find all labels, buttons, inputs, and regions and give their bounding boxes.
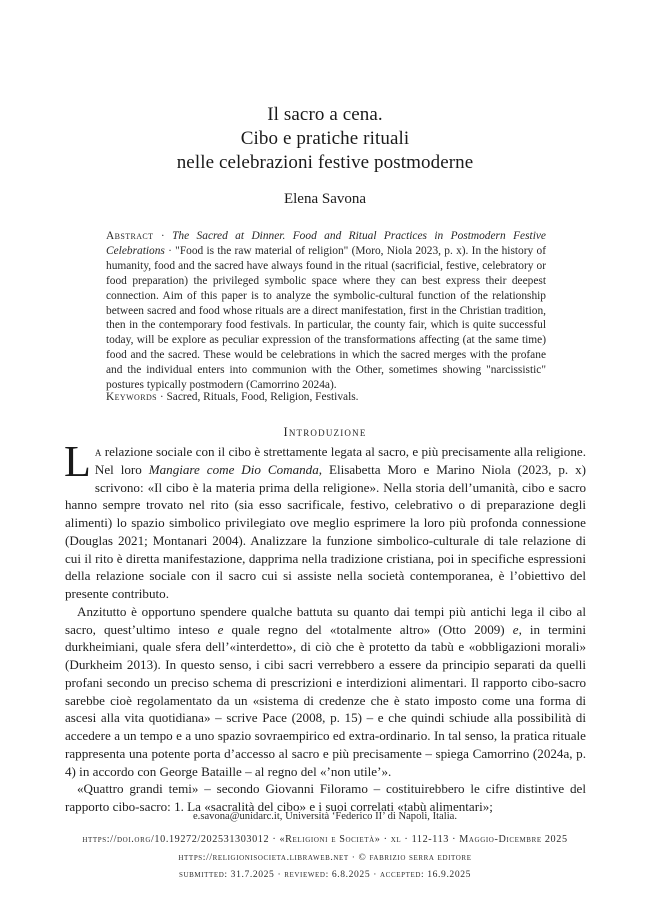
author-affiliation: e.savona@unidarc.it, Università ‘Federico II’ di Napoli, Italia. (192, 811, 457, 822)
paragraph-2-text-b: quale regno del «totalmente altro» (Otto 2009) (223, 621, 513, 637)
publisher-line: https://religionisocieta.libraweb.net · © fabrizio serra editore (178, 852, 472, 863)
paragraph-2 (65, 603, 586, 781)
paragraph-2-text-a: Anzitutto è opportuno spendere qualche battuta su quanto dai tempi più antichi lega il cibo al sacro, quest’ultimo inteso (65, 603, 586, 637)
abstract-english-title: The Sacred at Dinner. Food and Ritual Practices in Postmodern Festive Celebrations (106, 230, 546, 257)
paragraph-1-text-b: , Elisabetta Moro e Marino Niola (2023, p. x) scrivono: «Il cibo è la materia prima della religione». Nella storia dell’umanità, cibo e sacro hanno sempre trovato nel rito (sia esso sacrificale, festivo, celebrativo o di preparazione degli alimenti) lo spazio simbolico privilegiato ove meglio esprimere la loro più profonda connessione (Douglas 2021; Montanari 2004). Analizzare la funzione simbolico-culturale di tale relazione di cui il rito è diretta manifestazione, dapprima nella tradizione cristiana, poi in specifiche espressioni della relazione sociale con il sacro cui si assiste nella società contemporanea, è l’obiettivo del presente contributo. (65, 461, 586, 601)
drop-cap: L (64, 437, 91, 486)
abstract (106, 229, 546, 393)
paragraph-1-book-title: Mangiare come Dio Comanda (148, 461, 319, 477)
title-line-3: nelle celebrazioni festive postmoderne (176, 152, 474, 173)
section-heading: Introduzione (283, 425, 367, 439)
paragraph-3: «Quattro grandi temi» – secondo Giovanni Filoramo – costituirebbero le cifre distintive del rapporto cibo-sacro: 1. La «sacralità del cibo» e i suoi correlati «tabù alimentari»; (65, 781, 586, 814)
abstract-label: Abstract (106, 230, 154, 242)
keywords (106, 390, 546, 405)
paragraph-2-emphasis-2: e (512, 621, 519, 637)
author-name: Elena Savona (283, 191, 367, 207)
paragraph-2-text-c: , in termini durkheimiani, quale sfera dell’«interdetto», di ciò che è protetto da tabù e «obbligazioni morali» (Durkheim 2013). In questo senso, i cibi sacri verrebbero a essere da principio separati da quelli profani secondo un preciso schema di prescrizioni e interdizioni alimentari. Il rapporto cibo-sacro sarebbe cioè regolamentato da un «sistema di credenze che è stato imposto come una forma di ascesi alla vita quotidiana» – scrive Pace (2008, p. 15) – e che quindi schiude alla possibilità di accedere a un tempo e a uno spazio sovraempirico ed extra-ordinario. In tal senso, la pratica rituale rappresenta una potente porta d’accesso al sacro e più precisamente – spiega Camorrino (2024a, p. 4) in accordo con George Bataille – al regno del «’non utile’». (65, 621, 586, 779)
paragraph-1-text-a: relazione sociale con il cibo è strettamente legata al sacro, e più precisamente alla religione. Nel loro (94, 444, 586, 477)
keywords-text: · Sacred, Rituals, Food, Religion, Festivals. (156, 391, 359, 403)
body-text (64, 437, 586, 816)
doi-line: https://doi.org/10.19272/202531303012 · «Religioni e Società» · xl · 112-113 · Maggio-Dicembre 2025 (82, 834, 568, 845)
article-title (0, 103, 650, 175)
title-line-1: Il sacro a cena. (267, 104, 383, 125)
paragraph-1 (64, 437, 586, 603)
keywords-label: Keywords (106, 391, 157, 403)
abstract-text: · "Food is the raw material of religion" (Moro, Niola 2023, p. x). In the history of humanity, food and the sacred have always found in the ritual (sacrificial, festive, celebratory or food preparation) the privileged symbolic space where they can best express their deepest connection. Aim of this paper is to analyze the symbolic-cultural function of the relationship between sacred and food whose rituals are a direct manifestation, first in the Christian tradition, then in the contemporary food festivals. In particular, the county fair, which is quite successful today, will be explore as peculiar expression of the transformations affecting (at the same time) food and the sacred. These would be celebrations in which the sacred merges with the profane and the individual enters into communion with the Other, sometimes showing "narcissistic" postures typically postmodern (Camorrino 2024a). (106, 244, 546, 392)
submission-dates: submitted: 31.7.2025 · reviewed: 6.8.2025 · accepted: 16.9.2025 (178, 869, 472, 880)
title-line-2: Cibo e pratiche rituali (240, 128, 410, 149)
abstract-separator: · (153, 230, 173, 242)
paragraph-1-smallcaps: a (94, 444, 102, 459)
paragraph-2-emphasis-1: e (217, 621, 224, 637)
